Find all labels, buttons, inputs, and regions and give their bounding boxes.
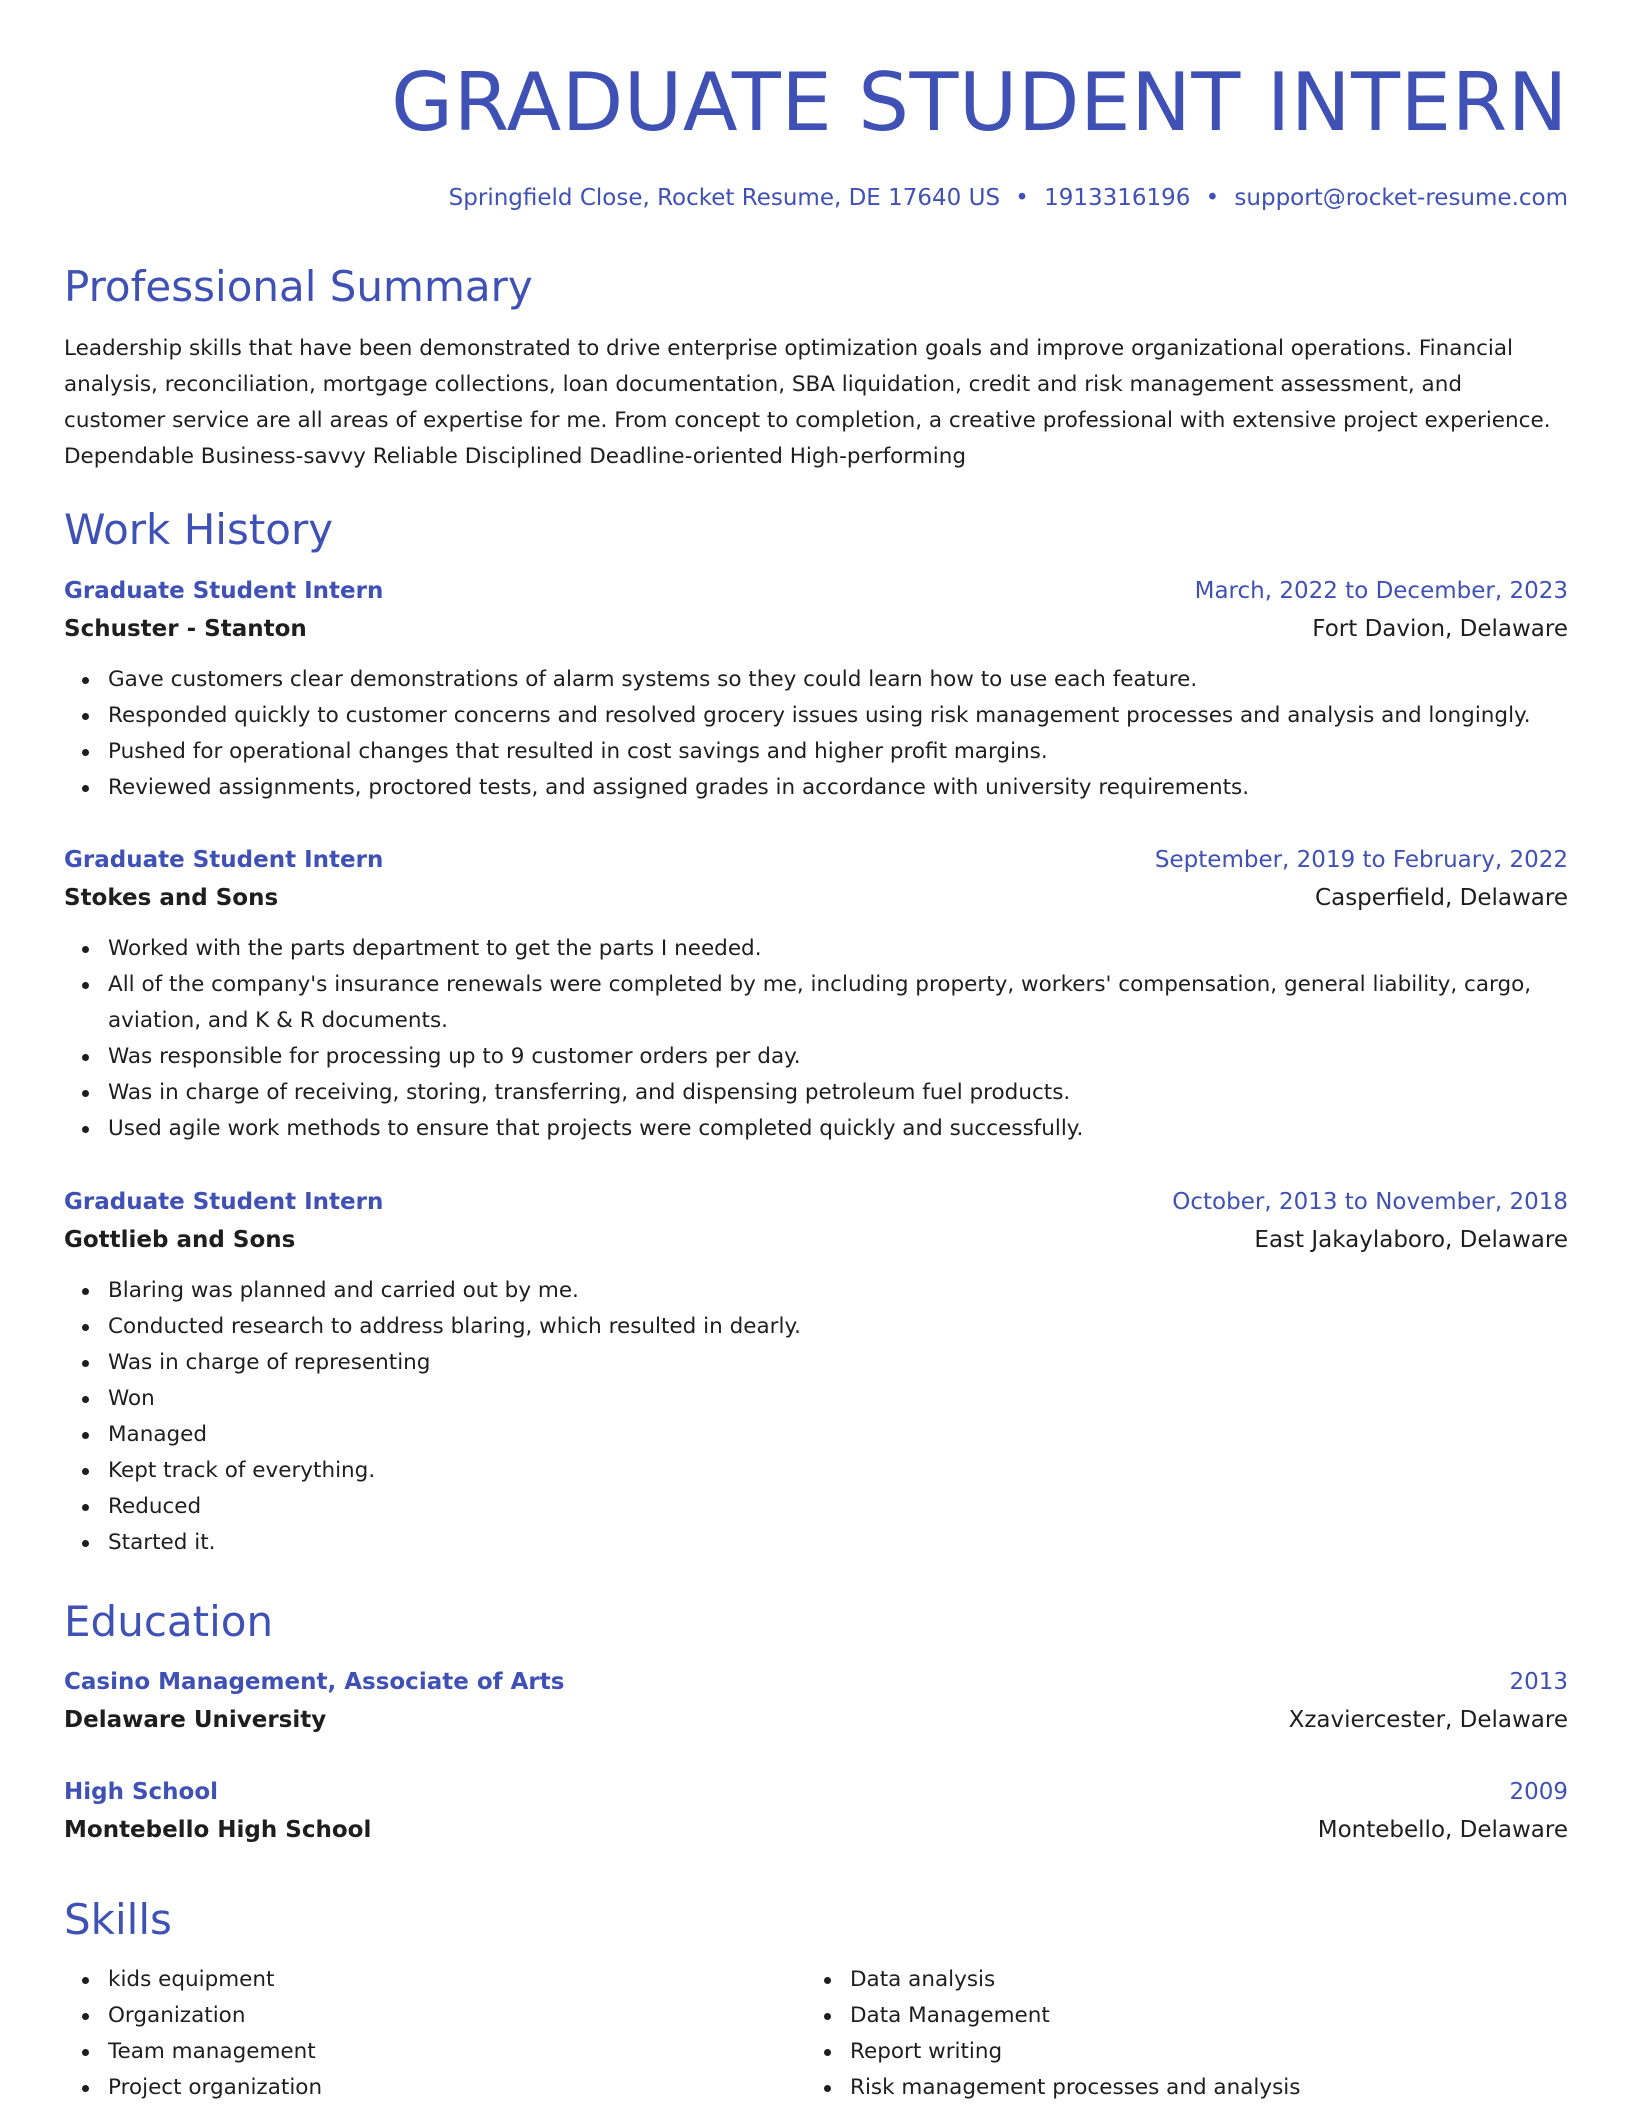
job-dates: October, 2013 to November, 2018 [1172, 1189, 1568, 1215]
education-school: Delaware University [64, 1707, 327, 1733]
job-dates: September, 2019 to February, 2022 [1154, 847, 1568, 873]
list-item: Blaring was planned and carried out by me. [108, 1273, 1568, 1309]
contact-phone: 1913316196 [1044, 185, 1191, 211]
list-item: Worked with the parts department to get the parts I needed. [108, 931, 1568, 967]
education-year: 2009 [1509, 1779, 1568, 1805]
summary-heading: Professional Summary [64, 262, 533, 311]
list-item: Reviewed assignments, proctored tests, and assigned grades in accordance with university requirements. [108, 770, 1568, 806]
skills-column-left [64, 1962, 322, 2106]
job-location: Casperfield, Delaware [1315, 885, 1568, 911]
list-item: Pushed for operational changes that resulted in cost savings and higher profit margins. [108, 734, 1568, 770]
job-title: Graduate Student Intern [64, 1189, 384, 1215]
contact-separator: • [1205, 185, 1220, 211]
skills-column-right [806, 1962, 1300, 2106]
skill-item: Data analysis [850, 1962, 1300, 1998]
education-location: Montebello, Delaware [1317, 1817, 1568, 1843]
skill-item: Report writing [850, 2034, 1300, 2070]
job-company: Stokes and Sons [64, 885, 279, 911]
education-degree: High School [64, 1779, 219, 1805]
skill-item: Project organization [108, 2070, 322, 2106]
job-bullets [64, 1273, 1568, 1561]
list-item: Responded quickly to customer concerns and resolved grocery issues using risk management processes and analysis and longingly. [108, 698, 1568, 734]
list-item: Reduced [108, 1489, 1568, 1525]
list-item: Gave customers clear demonstrations of alarm systems so they could learn how to use each feature. [108, 662, 1568, 698]
skill-item: Risk management processes and analysis [850, 2070, 1300, 2106]
contact-address: Springfield Close, Rocket Resume, DE 17640 US [448, 185, 1001, 211]
work-history-heading: Work History [64, 505, 334, 554]
list-item: Managed [108, 1417, 1568, 1453]
list-item: Conducted research to address blaring, which resulted in dearly. [108, 1309, 1568, 1345]
skill-item: Team management [108, 2034, 322, 2070]
resume-title: GRADUATE STUDENT INTERN [391, 56, 1568, 149]
job-dates: March, 2022 to December, 2023 [1194, 578, 1568, 604]
education-year: 2013 [1509, 1669, 1568, 1695]
job-company: Schuster - Stanton [64, 616, 307, 642]
skill-item: Organization [108, 1998, 322, 2034]
job-location: East Jakaylaboro, Delaware [1254, 1227, 1568, 1253]
contact-line [449, 180, 1568, 216]
list-item: Kept track of everything. [108, 1453, 1568, 1489]
education-degree: Casino Management, Associate of Arts [64, 1669, 565, 1695]
skills-heading: Skills [64, 1895, 172, 1944]
job-entry [64, 1183, 1568, 1561]
job-bullets [64, 662, 1568, 806]
job-entry [64, 572, 1568, 806]
skill-item: Data Management [850, 1998, 1300, 2034]
education-entry [64, 1773, 1568, 1849]
job-title: Graduate Student Intern [64, 847, 384, 873]
education-heading: Education [64, 1597, 274, 1646]
summary-text: Leadership skills that have been demonstrated to drive enterprise optimization goals and improve organizational operations. Financial analysis, reconciliation, mortgage collections, loan documentation, SBA liquidation, credit and risk management assessment, and customer service are all areas of expertise for me. From concept to completion, a creative professional with extensive project experience. Dependable Business-savvy Reliable Disciplined Deadline-oriented High-performing [64, 336, 1551, 469]
job-title: Graduate Student Intern [64, 578, 384, 604]
list-item: Won [108, 1381, 1568, 1417]
job-entry [64, 841, 1568, 1147]
list-item: Was responsible for processing up to 9 customer orders per day. [108, 1039, 1568, 1075]
contact-separator: • [1015, 185, 1029, 211]
list-item: All of the company's insurance renewals were completed by me, including property, workers' compensation, general liability, cargo, aviation, and K & R documents. [108, 967, 1568, 1039]
list-item: Was in charge of representing [108, 1345, 1568, 1381]
education-entry [64, 1663, 1568, 1739]
job-location: Fort Davion, Delaware [1312, 616, 1568, 642]
job-bullets [64, 931, 1568, 1147]
education-location: Xzaviercester, Delaware [1288, 1707, 1568, 1733]
list-item: Used agile work methods to ensure that projects were completed quickly and successfully. [108, 1111, 1568, 1147]
education-school: Montebello High School [64, 1817, 372, 1843]
job-company: Gottlieb and Sons [64, 1227, 296, 1253]
skill-item: kids equipment [108, 1962, 322, 1998]
contact-email[interactable]: support@rocket-resume.com [1234, 185, 1568, 211]
list-item: Started it. [108, 1525, 1568, 1561]
list-item: Was in charge of receiving, storing, transferring, and dispensing petroleum fuel products. [108, 1075, 1568, 1111]
